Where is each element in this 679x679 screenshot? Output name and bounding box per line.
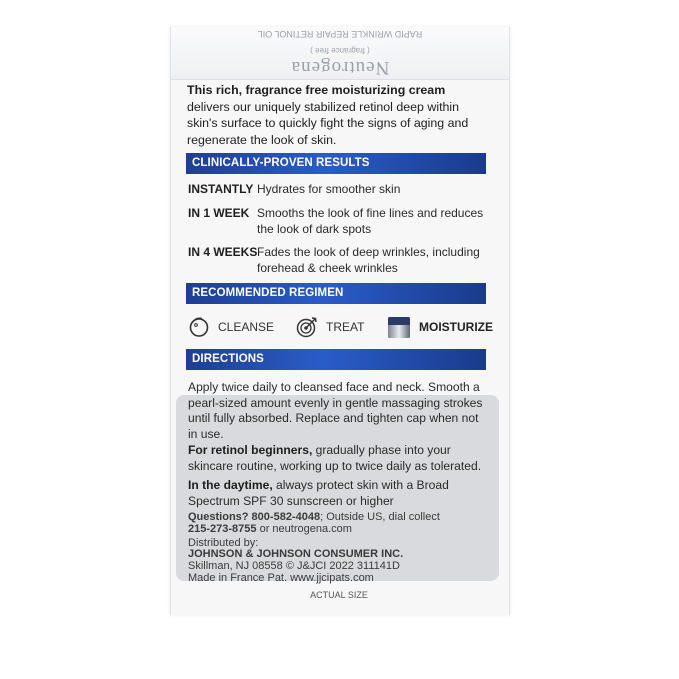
mirrored-product-text: RAPID WRINKLE REPAIR RETINOL OIL bbox=[257, 29, 423, 39]
mirrored-brand-text: Neutrogena bbox=[290, 57, 390, 78]
regimen-step-label: CLEANSE bbox=[218, 320, 275, 334]
target-icon bbox=[296, 316, 318, 338]
daytime-bold: In the daytime, bbox=[188, 478, 273, 492]
regimen-step-moisturize bbox=[387, 311, 493, 343]
regimen-step-label: MOISTURIZE bbox=[419, 320, 493, 334]
actual-size-label: ACTUAL SIZE bbox=[310, 590, 368, 600]
phone-line bbox=[188, 523, 488, 535]
regimen-step-label: TREAT bbox=[326, 320, 365, 334]
result-key: IN 4 WEEKS bbox=[188, 245, 258, 259]
regimen-step-cleanse bbox=[188, 311, 274, 343]
intro-rest: delivers our uniquely stabilized retinol deep within skin's surface to quickly fight the signs of aging and regenerate the look of skin. bbox=[187, 99, 469, 147]
intro-bold: This rich, fragrance free moisturizing cream bbox=[187, 83, 446, 97]
daytime-paragraph bbox=[188, 478, 488, 509]
beginners-rest: gradually phase into your skincare routine, working up to twice daily as tolerated. bbox=[188, 443, 482, 473]
intro-paragraph bbox=[187, 82, 487, 148]
phone-rest: or neutrogena.com bbox=[256, 523, 352, 535]
result-key: INSTANTLY bbox=[188, 182, 254, 196]
result-value: Fades the look of deep wrinkles, including forehead & cheek wrinkles bbox=[257, 245, 480, 275]
questions-bold: Questions? 800-582-4048 bbox=[188, 511, 321, 523]
cleanse-icon bbox=[188, 316, 210, 338]
result-value: Smooths the look of fine lines and reduces the look of dark spots bbox=[257, 206, 484, 236]
results-header: CLINICALLY-PROVEN RESULTS bbox=[186, 153, 486, 174]
mirrored-variant-text: ( fragrance free ) bbox=[310, 46, 370, 55]
made-in-line: Made in France Pat. www.jjcipats.com bbox=[188, 572, 374, 584]
directions-header: DIRECTIONS bbox=[186, 349, 486, 370]
company-line: JOHNSON & JOHNSON CONSUMER INC. bbox=[188, 548, 404, 560]
address-line: Skillman, NJ 08558 © J&JCI 2022 311141D bbox=[188, 560, 400, 572]
jar-icon bbox=[387, 315, 411, 339]
phone-bold: 215-273-8755 bbox=[188, 523, 257, 535]
directions-paragraph: Apply twice daily to cleansed face and neck. Smooth a pearl-sized amount evenly in gentle massaging strokes until fully absorbed. Replace and tighten cap when not in use. bbox=[188, 380, 483, 441]
questions-rest: ; Outside US, dial collect bbox=[320, 511, 440, 523]
regimen-row bbox=[186, 311, 493, 343]
beginners-bold: For retinol beginners, bbox=[188, 443, 313, 457]
questions-line bbox=[188, 511, 488, 523]
regimen-step-treat bbox=[296, 311, 364, 343]
distributed-line: Distributed by: bbox=[188, 537, 259, 549]
beginners-paragraph bbox=[188, 443, 488, 474]
daytime-rest: always protect skin with a Broad Spectrum SPF 30 sunscreen or higher bbox=[188, 478, 449, 508]
box-top-flap bbox=[171, 27, 509, 80]
result-value: Hydrates for smoother skin bbox=[257, 182, 401, 196]
result-key: IN 1 WEEK bbox=[188, 206, 250, 220]
regimen-header: RECOMMENDED REGIMEN bbox=[186, 283, 486, 304]
